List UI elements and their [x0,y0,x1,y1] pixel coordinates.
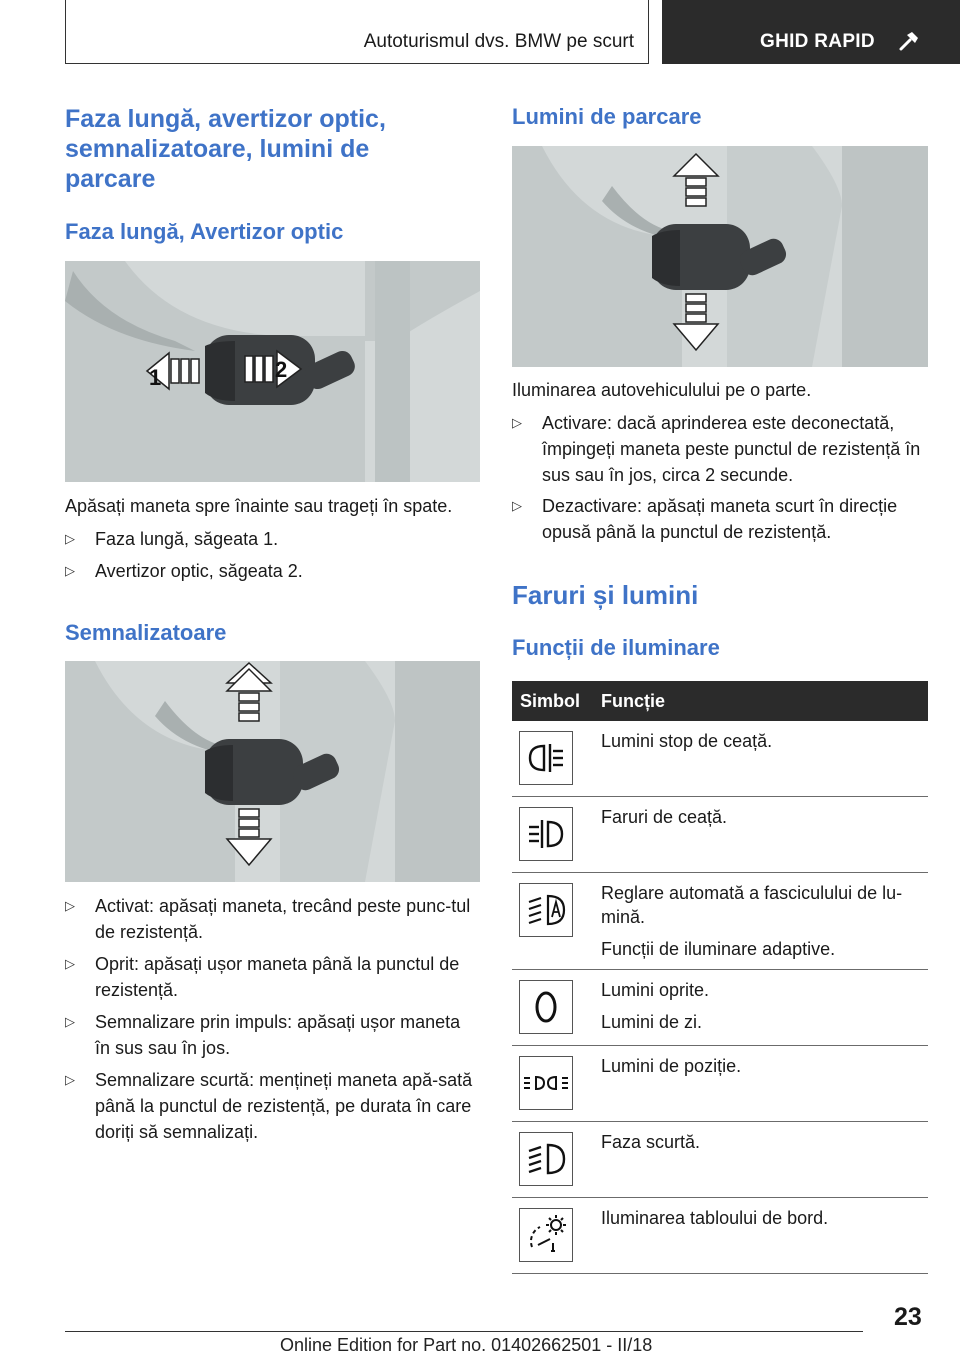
list-item: ▷ Semnalizare prin impuls: apăsați ușor maneta în sus sau în jos. [65,1012,461,1058]
parking-lights-icon [519,1056,573,1110]
list-item: ▷ Semnalizare scurtă: mențineți maneta apă-sată până la punctul de rezistență, pe durata în care doriți să semnalizați. [65,1070,473,1142]
parking-light-figure [512,146,928,367]
auto-headlight-icon [519,883,573,937]
row-text: Faruri de ceață. [601,807,728,827]
row-text: Faza scurtă. [601,1132,701,1152]
table-row [512,970,928,1046]
header-left [65,0,649,64]
column-header-symbol: Simbol [520,691,581,711]
list-item: ▷ Avertizor optic, săgeata 2. [65,561,303,581]
high-beam-figure [65,261,480,482]
table-row [512,721,928,797]
table-row [512,797,928,873]
section-title-headlights: Faruri și lumini [512,580,699,610]
table-row [512,1122,928,1198]
list-item: ▷ Activat: apăsați maneta, trecând peste punc-tul de rezistență. [65,896,471,942]
section-heading-parking-lights: Lumini de parcare [512,104,702,129]
arrow-label-1: 1 [149,365,162,390]
header-section-title: GHID RAPID [760,31,875,52]
section-heading-turn-signals: Semnalizatoare [65,620,227,645]
list-item: ▷ Faza lungă, săgeata 1. [65,529,279,549]
page-title: Faza lungă, avertizor optic, semnalizatoare, lumini de parcare [65,105,386,193]
low-beam-icon [519,1132,573,1186]
header-right [662,0,960,64]
footer-divider [65,1331,863,1332]
arrow-label-2: 2 [275,357,288,382]
hammer-icon [898,30,920,52]
list-item: ▷ Dezactivare: apăsați maneta scurt în direcție opusă până la punctul de rezistență. [512,496,898,542]
row-text: Lumini de poziție. [601,1056,742,1076]
parking-lights-paragraph: Iluminarea autovehiculului pe o parte. [512,380,812,400]
section-heading-high-beam: Faza lungă, Avertizor optic [65,219,344,244]
list-item: ▷ Oprit: apăsați ușor maneta până la punctul de rezistență. [65,954,460,1000]
row-text: Reglare automată a fasciculului de lu-mină. Funcții de iluminare adaptive. [601,883,903,959]
rear-fog-light-icon [519,731,573,785]
high-beam-paragraph: Apăsați maneta spre înainte sau trageți în spate. [65,496,453,516]
header-title: Autoturismul dvs. BMW pe scurt [363,31,634,52]
column-header-function: Funcție [601,691,666,711]
lighting-functions-table [512,681,928,1274]
row-text: Iluminarea tabloului de bord. [601,1208,829,1228]
turn-signal-figure [65,661,480,882]
table-row [512,1046,928,1122]
page-number: 23 [894,1303,922,1331]
row-text: Lumini oprite. Lumini de zi. [601,980,710,1032]
row-text: Lumini stop de ceață. [601,731,773,751]
footer-edition: Online Edition for Part no. 01402662501 - II/18 [280,1335,653,1355]
table-row [512,873,928,970]
lights-off-icon [519,980,573,1034]
instrument-lighting-icon [519,1208,573,1262]
table-header [512,681,928,721]
list-item: ▷ Activare: dacă aprinderea este deconectată, împingeți maneta peste punctul de rezistență în sus sau în jos, circa 2 secunde. [512,413,921,485]
section-heading-lighting-functions: Funcții de iluminare [512,635,720,660]
table-row [512,1198,928,1274]
front-fog-light-icon [519,807,573,861]
